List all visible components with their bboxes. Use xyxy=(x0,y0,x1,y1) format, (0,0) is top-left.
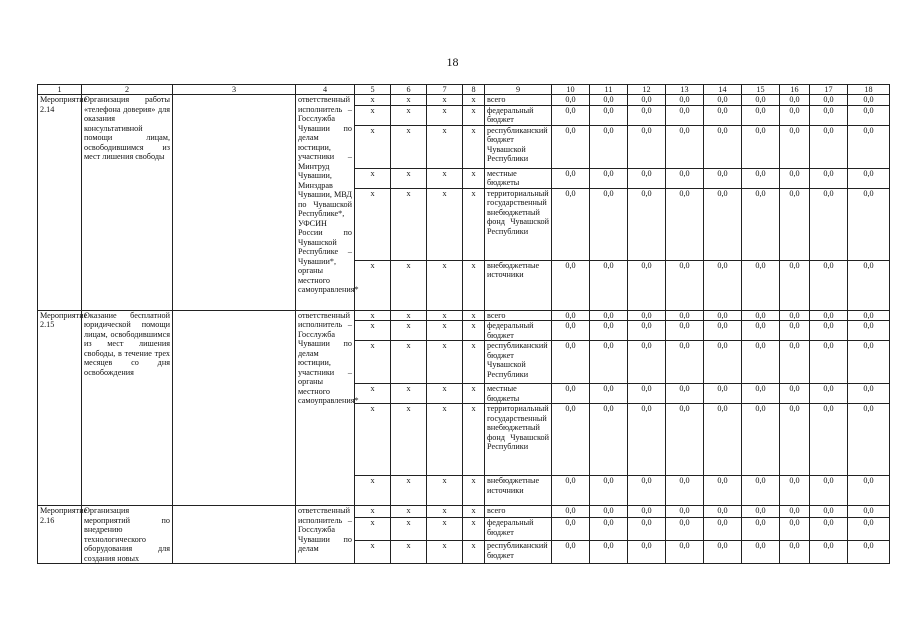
column-number: 1 xyxy=(38,85,82,95)
code-cell: х xyxy=(391,384,427,404)
code-cell: х xyxy=(391,321,427,341)
value-cell: 0,0 xyxy=(552,506,590,518)
value-cell: 0,0 xyxy=(552,168,590,188)
value-cell: 0,0 xyxy=(810,310,848,321)
funding-source: федеральный бюджет xyxy=(485,105,552,125)
value-cell: 0,0 xyxy=(590,404,628,476)
funding-source: внебюджетные источники xyxy=(485,476,552,506)
value-cell: 0,0 xyxy=(704,476,742,506)
value-cell: 0,0 xyxy=(742,321,780,341)
value-cell: 0,0 xyxy=(742,404,780,476)
code-cell: х xyxy=(427,384,463,404)
funding-source: внебюджетные источники xyxy=(485,260,552,310)
value-cell: 0,0 xyxy=(628,260,666,310)
code-cell: х xyxy=(427,188,463,260)
funding-source: республиканский бюджет Чувашской Республики xyxy=(485,341,552,384)
activity-col3 xyxy=(173,506,296,564)
code-cell: х xyxy=(463,341,485,384)
value-cell: 0,0 xyxy=(628,321,666,341)
value-cell: 0,0 xyxy=(666,506,704,518)
value-cell: 0,0 xyxy=(848,518,890,541)
table-row xyxy=(38,506,890,518)
value-cell: 0,0 xyxy=(704,188,742,260)
value-cell: 0,0 xyxy=(780,168,810,188)
funding-source: федеральный бюджет xyxy=(485,518,552,541)
code-cell: х xyxy=(391,518,427,541)
activity-name: Организация работы «телефона доверия» для оказания консультативной помощи лицам, освободившимся из мест лишения свободы xyxy=(82,95,173,311)
code-cell: х xyxy=(355,518,391,541)
value-cell: 0,0 xyxy=(704,168,742,188)
column-number: 2 xyxy=(82,85,173,95)
responsible-executor: ответственный исполнитель – Госслужба Чувашии по делам юстиции, участники – Минтруд Чувашии, Минздрав Чувашии, МВД по Чувашской Республике*, УФСИН России по Чувашской Республике – Чувашии*, органы местного самоуправления* xyxy=(296,95,355,311)
code-cell: х xyxy=(355,506,391,518)
column-number: 7 xyxy=(427,85,463,95)
value-cell: 0,0 xyxy=(552,310,590,321)
funding-source: всего xyxy=(485,506,552,518)
value-cell: 0,0 xyxy=(810,384,848,404)
value-cell: 0,0 xyxy=(848,188,890,260)
code-cell: х xyxy=(463,310,485,321)
responsible-executor: ответственный исполнитель – Госслужба Чувашии по делам xyxy=(296,506,355,564)
activity-name: Оказание бесплатной юридической помощи лицам, освободившимся из мест лишения свободы, в течение трех месяцев со дня освобождения xyxy=(82,310,173,506)
column-number: 11 xyxy=(590,85,628,95)
code-cell: х xyxy=(427,105,463,125)
value-cell: 0,0 xyxy=(552,125,590,168)
value-cell: 0,0 xyxy=(810,188,848,260)
value-cell: 0,0 xyxy=(666,105,704,125)
value-cell: 0,0 xyxy=(780,310,810,321)
value-cell: 0,0 xyxy=(742,125,780,168)
activity-code: Мероприятие 2.15 xyxy=(38,310,82,506)
code-cell: х xyxy=(391,341,427,384)
value-cell: 0,0 xyxy=(704,310,742,321)
code-cell: х xyxy=(391,476,427,506)
code-cell: х xyxy=(355,541,391,564)
value-cell: 0,0 xyxy=(590,384,628,404)
code-cell: х xyxy=(463,541,485,564)
value-cell: 0,0 xyxy=(628,105,666,125)
value-cell: 0,0 xyxy=(552,95,590,106)
code-cell: х xyxy=(391,188,427,260)
value-cell: 0,0 xyxy=(590,476,628,506)
column-number: 17 xyxy=(810,85,848,95)
code-cell: х xyxy=(391,541,427,564)
value-cell: 0,0 xyxy=(848,506,890,518)
code-cell: х xyxy=(355,105,391,125)
value-cell: 0,0 xyxy=(552,321,590,341)
code-cell: х xyxy=(463,260,485,310)
value-cell: 0,0 xyxy=(848,105,890,125)
value-cell: 0,0 xyxy=(848,95,890,106)
value-cell: 0,0 xyxy=(552,476,590,506)
value-cell: 0,0 xyxy=(810,541,848,564)
activity-col3 xyxy=(173,95,296,311)
code-cell: х xyxy=(427,321,463,341)
value-cell: 0,0 xyxy=(780,476,810,506)
value-cell: 0,0 xyxy=(704,541,742,564)
page-number: 18 xyxy=(446,55,459,69)
value-cell: 0,0 xyxy=(628,518,666,541)
value-cell: 0,0 xyxy=(590,95,628,106)
code-cell: х xyxy=(391,168,427,188)
activity-col3 xyxy=(173,310,296,506)
column-number: 15 xyxy=(742,85,780,95)
value-cell: 0,0 xyxy=(628,341,666,384)
code-cell: х xyxy=(355,404,391,476)
value-cell: 0,0 xyxy=(810,95,848,106)
value-cell: 0,0 xyxy=(666,518,704,541)
value-cell: 0,0 xyxy=(810,125,848,168)
column-number: 9 xyxy=(485,85,552,95)
value-cell: 0,0 xyxy=(780,188,810,260)
code-cell: х xyxy=(427,95,463,106)
value-cell: 0,0 xyxy=(666,476,704,506)
value-cell: 0,0 xyxy=(552,384,590,404)
activity-name: Организация мероприятий по внедрению технологического оборудования для создания новых xyxy=(82,506,173,564)
value-cell: 0,0 xyxy=(666,404,704,476)
value-cell: 0,0 xyxy=(590,188,628,260)
code-cell: х xyxy=(355,476,391,506)
value-cell: 0,0 xyxy=(628,384,666,404)
value-cell: 0,0 xyxy=(848,321,890,341)
value-cell: 0,0 xyxy=(628,541,666,564)
value-cell: 0,0 xyxy=(666,310,704,321)
activity-code: Мероприятие 2.16 xyxy=(38,506,82,564)
code-cell: х xyxy=(391,105,427,125)
code-cell: х xyxy=(427,476,463,506)
column-number: 13 xyxy=(666,85,704,95)
value-cell: 0,0 xyxy=(742,105,780,125)
value-cell: 0,0 xyxy=(810,260,848,310)
value-cell: 0,0 xyxy=(810,518,848,541)
code-cell: х xyxy=(391,506,427,518)
value-cell: 0,0 xyxy=(552,518,590,541)
code-cell: х xyxy=(463,168,485,188)
activity-code: Мероприятие 2.14 xyxy=(38,95,82,311)
code-cell: х xyxy=(463,125,485,168)
funding-source: всего xyxy=(485,95,552,106)
code-cell: х xyxy=(463,105,485,125)
code-cell: х xyxy=(391,260,427,310)
value-cell: 0,0 xyxy=(628,476,666,506)
value-cell: 0,0 xyxy=(590,321,628,341)
value-cell: 0,0 xyxy=(704,404,742,476)
code-cell: х xyxy=(355,125,391,168)
value-cell: 0,0 xyxy=(848,341,890,384)
value-cell: 0,0 xyxy=(742,168,780,188)
value-cell: 0,0 xyxy=(666,125,704,168)
value-cell: 0,0 xyxy=(810,105,848,125)
code-cell: х xyxy=(427,310,463,321)
value-cell: 0,0 xyxy=(704,341,742,384)
value-cell: 0,0 xyxy=(666,260,704,310)
code-cell: х xyxy=(355,95,391,106)
value-cell: 0,0 xyxy=(848,168,890,188)
value-cell: 0,0 xyxy=(590,541,628,564)
value-cell: 0,0 xyxy=(552,341,590,384)
value-cell: 0,0 xyxy=(780,125,810,168)
value-cell: 0,0 xyxy=(848,541,890,564)
column-number: 6 xyxy=(391,85,427,95)
code-cell: х xyxy=(427,506,463,518)
column-number: 5 xyxy=(355,85,391,95)
value-cell: 0,0 xyxy=(552,541,590,564)
code-cell: х xyxy=(427,404,463,476)
value-cell: 0,0 xyxy=(810,321,848,341)
funding-source: всего xyxy=(485,310,552,321)
value-cell: 0,0 xyxy=(848,310,890,321)
code-cell: х xyxy=(355,188,391,260)
code-cell: х xyxy=(427,168,463,188)
value-cell: 0,0 xyxy=(628,188,666,260)
column-number: 18 xyxy=(848,85,890,95)
code-cell: х xyxy=(391,310,427,321)
value-cell: 0,0 xyxy=(704,384,742,404)
value-cell: 0,0 xyxy=(666,188,704,260)
column-number-row xyxy=(38,85,890,95)
value-cell: 0,0 xyxy=(848,476,890,506)
code-cell: х xyxy=(463,518,485,541)
value-cell: 0,0 xyxy=(780,95,810,106)
code-cell: х xyxy=(463,321,485,341)
value-cell: 0,0 xyxy=(666,168,704,188)
value-cell: 0,0 xyxy=(742,506,780,518)
value-cell: 0,0 xyxy=(780,105,810,125)
funding-source: республиканский бюджет Чувашской Республики xyxy=(485,125,552,168)
value-cell: 0,0 xyxy=(848,384,890,404)
code-cell: х xyxy=(427,341,463,384)
code-cell: х xyxy=(355,384,391,404)
code-cell: х xyxy=(355,341,391,384)
value-cell: 0,0 xyxy=(742,541,780,564)
code-cell: х xyxy=(355,321,391,341)
value-cell: 0,0 xyxy=(628,95,666,106)
value-cell: 0,0 xyxy=(780,541,810,564)
code-cell: х xyxy=(463,476,485,506)
value-cell: 0,0 xyxy=(628,125,666,168)
value-cell: 0,0 xyxy=(704,105,742,125)
value-cell: 0,0 xyxy=(810,506,848,518)
value-cell: 0,0 xyxy=(780,384,810,404)
code-cell: х xyxy=(463,188,485,260)
value-cell: 0,0 xyxy=(628,168,666,188)
value-cell: 0,0 xyxy=(810,404,848,476)
value-cell: 0,0 xyxy=(810,168,848,188)
value-cell: 0,0 xyxy=(590,506,628,518)
column-number: 4 xyxy=(296,85,355,95)
value-cell: 0,0 xyxy=(742,384,780,404)
value-cell: 0,0 xyxy=(810,476,848,506)
code-cell: х xyxy=(427,260,463,310)
value-cell: 0,0 xyxy=(742,476,780,506)
code-cell: х xyxy=(355,310,391,321)
value-cell: 0,0 xyxy=(704,260,742,310)
value-cell: 0,0 xyxy=(780,518,810,541)
column-number: 8 xyxy=(463,85,485,95)
code-cell: х xyxy=(463,95,485,106)
value-cell: 0,0 xyxy=(704,506,742,518)
value-cell: 0,0 xyxy=(552,260,590,310)
code-cell: х xyxy=(355,260,391,310)
value-cell: 0,0 xyxy=(742,95,780,106)
value-cell: 0,0 xyxy=(780,341,810,384)
value-cell: 0,0 xyxy=(704,518,742,541)
funding-source: местные бюджеты xyxy=(485,168,552,188)
value-cell: 0,0 xyxy=(780,321,810,341)
value-cell: 0,0 xyxy=(590,341,628,384)
value-cell: 0,0 xyxy=(552,105,590,125)
code-cell: х xyxy=(427,541,463,564)
column-number: 10 xyxy=(552,85,590,95)
value-cell: 0,0 xyxy=(810,341,848,384)
value-cell: 0,0 xyxy=(704,95,742,106)
funding-source: республиканский бюджет xyxy=(485,541,552,564)
value-cell: 0,0 xyxy=(628,404,666,476)
code-cell: х xyxy=(463,506,485,518)
value-cell: 0,0 xyxy=(552,404,590,476)
code-cell: х xyxy=(391,125,427,168)
table-row xyxy=(38,95,890,106)
funding-source: местные бюджеты xyxy=(485,384,552,404)
value-cell: 0,0 xyxy=(780,506,810,518)
value-cell: 0,0 xyxy=(666,384,704,404)
value-cell: 0,0 xyxy=(590,125,628,168)
funding-source: территориальный государственный внебюджетный фонд Чувашской Республики xyxy=(485,188,552,260)
value-cell: 0,0 xyxy=(704,125,742,168)
value-cell: 0,0 xyxy=(628,506,666,518)
value-cell: 0,0 xyxy=(742,310,780,321)
column-number: 16 xyxy=(780,85,810,95)
value-cell: 0,0 xyxy=(628,310,666,321)
value-cell: 0,0 xyxy=(704,321,742,341)
program-table xyxy=(37,84,890,564)
code-cell: х xyxy=(463,384,485,404)
code-cell: х xyxy=(463,404,485,476)
responsible-executor: ответственный исполнитель – Госслужба Чувашии по делам юстиции, участники – органы местного самоуправления* xyxy=(296,310,355,506)
value-cell: 0,0 xyxy=(666,321,704,341)
code-cell: х xyxy=(427,518,463,541)
value-cell: 0,0 xyxy=(590,168,628,188)
value-cell: 0,0 xyxy=(552,188,590,260)
value-cell: 0,0 xyxy=(666,341,704,384)
funding-source: территориальный государственный внебюджетный фонд Чувашской Республики xyxy=(485,404,552,476)
value-cell: 0,0 xyxy=(848,125,890,168)
value-cell: 0,0 xyxy=(590,518,628,541)
value-cell: 0,0 xyxy=(742,341,780,384)
value-cell: 0,0 xyxy=(742,518,780,541)
value-cell: 0,0 xyxy=(666,95,704,106)
value-cell: 0,0 xyxy=(848,404,890,476)
table-row xyxy=(38,310,890,321)
column-number: 3 xyxy=(173,85,296,95)
column-number: 14 xyxy=(704,85,742,95)
value-cell: 0,0 xyxy=(848,260,890,310)
value-cell: 0,0 xyxy=(742,188,780,260)
value-cell: 0,0 xyxy=(590,105,628,125)
code-cell: х xyxy=(391,95,427,106)
value-cell: 0,0 xyxy=(780,404,810,476)
code-cell: х xyxy=(427,125,463,168)
column-number: 12 xyxy=(628,85,666,95)
value-cell: 0,0 xyxy=(780,260,810,310)
funding-source: федеральный бюджет xyxy=(485,321,552,341)
code-cell: х xyxy=(355,168,391,188)
value-cell: 0,0 xyxy=(666,541,704,564)
value-cell: 0,0 xyxy=(742,260,780,310)
code-cell: х xyxy=(391,404,427,476)
value-cell: 0,0 xyxy=(590,310,628,321)
value-cell: 0,0 xyxy=(590,260,628,310)
